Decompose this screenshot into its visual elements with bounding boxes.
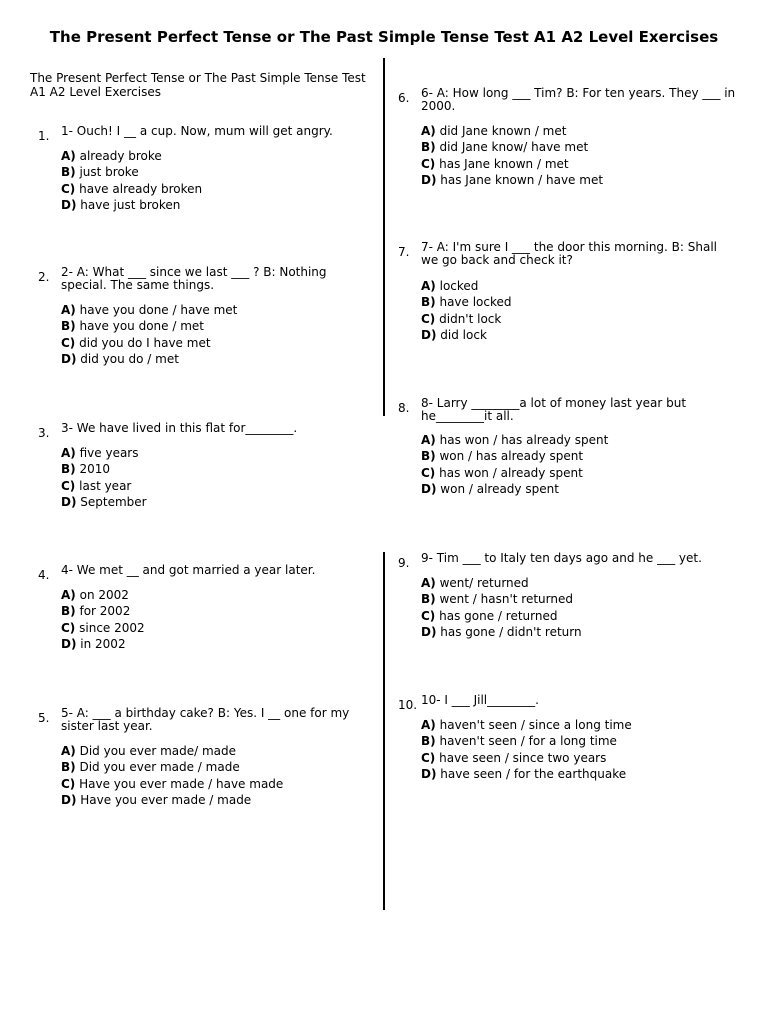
option-letter: C): [61, 478, 76, 493]
page-title: The Present Perfect Tense or The Past Simple Tense Test A1 A2 Level Exercises: [49, 28, 719, 46]
option-text: Have you ever made / have made: [79, 776, 284, 791]
option-letter: D): [61, 351, 77, 366]
option-d[interactable]: [421, 481, 608, 497]
option-c[interactable]: [421, 465, 608, 481]
option-c[interactable]: [61, 181, 202, 197]
option-letter: D): [61, 792, 77, 807]
option-text: haven't seen / since a long time: [439, 718, 632, 732]
option-letter: A): [421, 279, 436, 293]
option-text: has gone / didn't return: [440, 624, 582, 639]
option-text: went/ returned: [439, 576, 529, 590]
option-text: for 2002: [79, 604, 131, 619]
option-text: have seen / since two years: [439, 750, 607, 765]
question-text: 10- I ___ Jill________.: [421, 693, 539, 707]
option-list: [421, 575, 582, 640]
option-b[interactable]: [421, 139, 603, 155]
question-number: 5.: [38, 711, 50, 725]
option-text: Did you ever made/ made: [79, 744, 237, 758]
option-text: on 2002: [79, 588, 129, 602]
option-letter: C): [421, 608, 436, 623]
question-number: 3.: [38, 426, 50, 440]
question-number: 7.: [398, 245, 410, 259]
option-text: five years: [79, 446, 139, 460]
option-text: 2010: [79, 462, 111, 477]
option-text: did Jane know/ have met: [439, 140, 589, 155]
option-d[interactable]: [421, 327, 512, 343]
option-list: [61, 445, 147, 510]
option-text: went / hasn't returned: [439, 592, 573, 607]
option-list: [421, 717, 632, 782]
document-subtitle: The Present Perfect Tense or The Past Simple Tense Test A1 A2 Level Exercises: [30, 71, 366, 99]
option-c[interactable]: [61, 776, 283, 792]
option-letter: A): [61, 446, 76, 460]
option-text: just broke: [79, 165, 139, 180]
column-divider-bottom: [383, 552, 385, 910]
question-text: 2- A: What ___ since we last ___ ? B: Nothing special. The same things.: [61, 265, 327, 292]
option-text: did Jane known / met: [439, 124, 567, 138]
option-a[interactable]: [421, 432, 608, 448]
option-letter: D): [61, 197, 77, 212]
question-text: 5- A: ___ a birthday cake? B: Yes. I __ one for my sister last year.: [61, 706, 350, 733]
option-a[interactable]: [61, 445, 147, 461]
option-b[interactable]: [421, 448, 608, 464]
question-number: 8.: [398, 401, 410, 415]
option-text: has won / has already spent: [439, 433, 609, 447]
option-text: last year: [79, 478, 132, 493]
question-number: 2.: [38, 270, 50, 284]
option-text: did you do I have met: [79, 335, 211, 350]
option-d[interactable]: [421, 766, 632, 782]
option-letter: A): [61, 588, 76, 602]
question-number: 9.: [398, 556, 410, 570]
option-letter: B): [421, 734, 436, 749]
option-b[interactable]: [421, 591, 582, 607]
option-c[interactable]: [421, 311, 512, 327]
option-list: [61, 148, 202, 213]
option-letter: A): [421, 576, 436, 590]
option-letter: B): [421, 449, 436, 464]
option-text: has won / already spent: [439, 465, 583, 480]
option-text: already broke: [79, 149, 162, 163]
option-d[interactable]: [61, 494, 147, 510]
option-letter: C): [421, 465, 436, 480]
option-list: [421, 432, 608, 497]
option-text: haven't seen / for a long time: [439, 734, 617, 749]
option-letter: B): [61, 165, 76, 180]
option-letter: D): [421, 481, 437, 496]
option-d[interactable]: [61, 351, 237, 367]
question-text: 8- Larry ________a lot of money last year but he________it all.: [421, 396, 687, 423]
option-a[interactable]: [61, 302, 237, 318]
option-letter: B): [421, 592, 436, 607]
question-number: 4.: [38, 568, 50, 582]
option-letter: A): [421, 433, 436, 447]
option-list: [61, 743, 283, 808]
option-letter: D): [421, 624, 437, 639]
option-letter: B): [61, 760, 76, 775]
option-d[interactable]: [61, 792, 283, 808]
option-letter: B): [61, 319, 76, 334]
column-divider-top: [383, 58, 385, 416]
option-b[interactable]: [61, 603, 145, 619]
option-letter: D): [421, 172, 437, 187]
question-text: 3- We have lived in this flat for________.: [61, 421, 298, 435]
option-c[interactable]: [61, 620, 145, 636]
option-letter: C): [421, 750, 436, 765]
option-a[interactable]: [421, 575, 582, 591]
question-number: 1.: [38, 129, 50, 143]
option-letter: D): [421, 327, 437, 342]
option-text: have already broken: [79, 181, 203, 196]
option-text: has Jane known / have met: [440, 172, 604, 187]
option-c[interactable]: [61, 478, 147, 494]
option-list: [421, 278, 512, 343]
option-letter: C): [61, 776, 76, 791]
option-list: [61, 587, 145, 652]
option-letter: C): [421, 311, 436, 326]
option-letter: C): [61, 335, 76, 350]
option-letter: B): [61, 604, 76, 619]
option-letter: B): [421, 140, 436, 155]
option-text: September: [80, 494, 147, 509]
option-b[interactable]: [61, 759, 283, 775]
option-b[interactable]: [61, 461, 147, 477]
option-b[interactable]: [421, 733, 632, 749]
option-a[interactable]: [61, 743, 283, 759]
question-text: 6- A: How long ___ Tim? B: For ten years. They ___ in 2000.: [421, 86, 736, 113]
option-text: Have you ever made / made: [80, 792, 252, 807]
question-text: 4- We met __ and got married a year later.: [61, 563, 316, 577]
option-letter: A): [421, 718, 436, 732]
option-letter: C): [61, 620, 76, 635]
option-list: [61, 302, 237, 367]
option-text: won / has already spent: [439, 449, 584, 464]
option-letter: D): [421, 766, 437, 781]
option-c[interactable]: [421, 156, 603, 172]
option-list: [421, 123, 603, 188]
question-number: 6.: [398, 91, 410, 105]
option-text: Did you ever made / made: [79, 760, 240, 775]
option-letter: B): [61, 462, 76, 477]
option-text: have locked: [439, 295, 512, 310]
option-letter: A): [61, 744, 76, 758]
option-letter: C): [61, 181, 76, 196]
option-c[interactable]: [61, 335, 237, 351]
option-b[interactable]: [421, 294, 512, 310]
question-text: 9- Tim ___ to Italy ten days ago and he ___ yet.: [421, 551, 702, 565]
option-d[interactable]: [421, 624, 582, 640]
option-letter: A): [61, 303, 76, 317]
option-text: in 2002: [80, 636, 126, 651]
option-b[interactable]: [61, 318, 237, 334]
option-a[interactable]: [61, 587, 145, 603]
option-a[interactable]: [421, 123, 603, 139]
option-text: have just broken: [80, 197, 181, 212]
option-text: have seen / for the earthquake: [440, 766, 627, 781]
option-d[interactable]: [421, 172, 603, 188]
option-a[interactable]: [421, 278, 512, 294]
option-a[interactable]: [61, 148, 202, 164]
option-text: since 2002: [79, 620, 145, 635]
option-text: locked: [439, 279, 479, 293]
option-letter: D): [61, 636, 77, 651]
option-text: has gone / returned: [439, 608, 558, 623]
option-text: didn't lock: [439, 311, 502, 326]
option-d[interactable]: [61, 197, 202, 213]
option-text: have you done / have met: [79, 303, 238, 317]
question-number: 10.: [398, 698, 418, 712]
option-text: has Jane known / met: [439, 156, 569, 171]
option-a[interactable]: [421, 717, 632, 733]
option-letter: A): [421, 124, 436, 138]
option-b[interactable]: [61, 164, 202, 180]
option-letter: C): [421, 156, 436, 171]
option-c[interactable]: [421, 750, 632, 766]
option-letter: B): [421, 295, 436, 310]
option-text: did you do / met: [80, 351, 179, 366]
question-text: 1- Ouch! I __ a cup. Now, mum will get angry.: [61, 124, 333, 138]
option-text: did lock: [440, 327, 487, 342]
question-text: 7- A: I'm sure I ___ the door this morning. B: Shall we go back and check it?: [421, 240, 718, 267]
option-d[interactable]: [61, 636, 145, 652]
option-letter: A): [61, 149, 76, 163]
option-c[interactable]: [421, 608, 582, 624]
option-text: have you done / met: [79, 319, 204, 334]
option-letter: D): [61, 494, 77, 509]
option-text: won / already spent: [440, 481, 559, 496]
